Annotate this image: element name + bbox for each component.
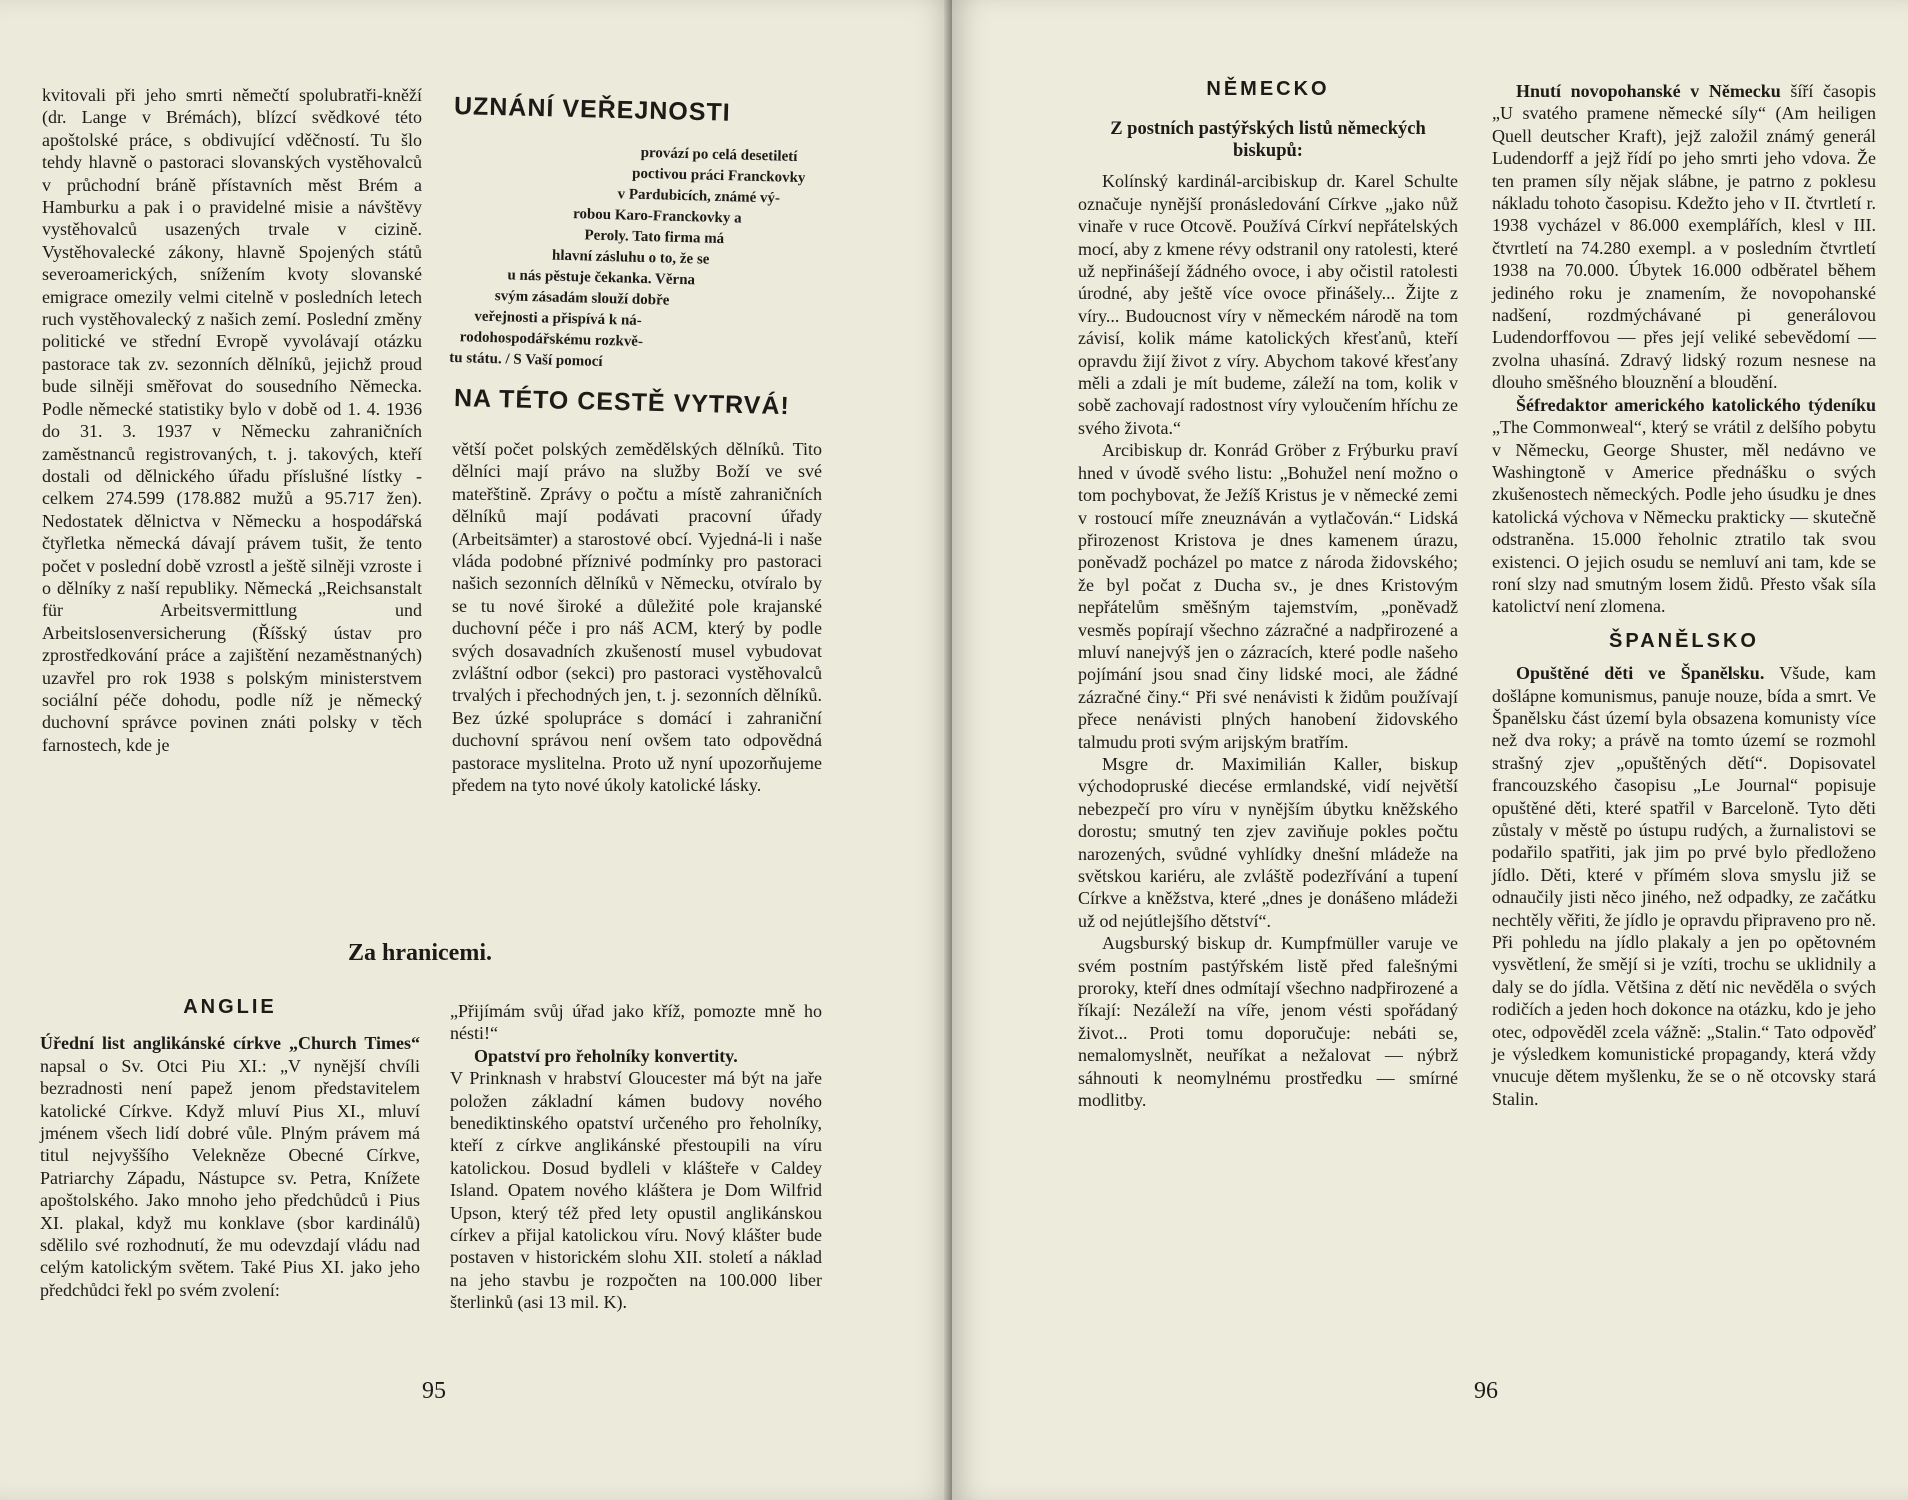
article-text: šíří časopis „U svatého pramene německé síly“ (Am heiligen Quell deutscher Kraft), jejž založil známý generál Ludendorff a jejž řídí po jeho smrti jeho vdova. Že ten pramen síly nějak slábne, je patrno z poklesu nákladu tohoto časopisu. Kdežto jeho v II. čtvrtletí r. 1938 vycházel v 86.000 exemplářích, klesl v III. čtvrtletí na 74.280 exempl. a v posledním čtvrtletí 1938 na 70.000. Úbytek 16.000 odběratel během jediného roku je znamením, že novopohanské nadšení, rozdmýchávané pi generálovou Ludendorffovou — přes její veliké sebevědomí — zvolna uhasíná. Zdravý lidský rozum nesnese na dlouho směšného blouznění a bloudění. bbox=[1492, 81, 1876, 393]
left-column-2 bbox=[452, 438, 822, 797]
ad-line: poctivou práci Franckovky bbox=[631, 165, 806, 187]
ad-line: veřejnosti a přispívá k ná- bbox=[474, 308, 642, 329]
section-heading-anglie: ANGLIE bbox=[183, 996, 277, 1018]
ad-title: UZNÁNÍ VEŘEJNOSTI bbox=[453, 92, 732, 127]
ad-tagline: NA TÉTO CESTĚ VYTRVÁ! bbox=[453, 384, 791, 421]
left-column-3 bbox=[40, 996, 420, 1301]
left-page bbox=[0, 0, 952, 1500]
article-paragraph: Arcibiskup dr. Konrád Gröber z Frýburku praví hned v úvodě svého listu: „Bohužel není možno o tom pochybovat, že Ježíš Kristus je v německé zemi v rostoucí míře zneuznáván a vytlačován.“ Lidská přirozenost Kristova je dnes kamenem úrazu, poněvadž pocházel po matce z národa židovského; že byl počat z Ducha sv., je dnes Kristovým nepřátelům směšným tajemstvím, „poněvadž vesměs popírají všechno zázračné a nadpřirozené a mluví nanejvýš jen o zázracích, které podle našeho pojímání jsou snad činy lidské moci, ale žádné zázračné činy.“ Při své nenávisti k židům používají přece nenávisti plných hanobení židovského talmudu proti svým arijským bratřím. bbox=[1078, 440, 1458, 752]
article-paragraph: Augsburský biskup dr. Kumpfmüller varuje ve svém postním pastýřském listě před falešnými proroky, kteří dnes odmítají všechno nadpřirozené a říkají: Nezáleží na víře, jenom vésti spořádaný život... Proti tomu doporučuje: nebáti se, nemalomyslnět, neuříkat a nežalovat — nýbrž sáhnouti k neomylnému prostředku — smírné modlitby. bbox=[1078, 933, 1458, 1111]
ad-line: robou Karo-Franckovky a bbox=[572, 206, 742, 227]
article-text: větší počet polských zemědělských dělníků. Tito dělníci mají právo na služby Boží ve své mateřštině. Zprávy o počtu a místě zahraničních dělníků mají podávati pracovní úřady (Arbeitsämter) a starostové obcí. Vyjedná-li i naše vláda podobné příznivé podmínky pro pastoraci našich sezonních dělníků v Německu, otvíralo by se tu nové široké a důležité pole krajanské duchovní péče i pro náš ACM, který by podle svých dosavadních zkušeností musel vybudovat zvláštní odbor (sekci) pro pastoraci vystěhovalců trvalých i přechodných jen, t. j. sezonních dělníků. Bez úzké spolupráce s domácí i zahraniční duchovní správou není ovšem tato odpovědná pastorace myslitelna. Proto už nyní upozorňujeme předem na tyto nové úkoly katolické lásky. bbox=[452, 439, 822, 796]
ad-line: u nás pěstuje čekanka. Věrna bbox=[507, 267, 696, 289]
subheading: Úřední list anglikánské církve „Church Times“ bbox=[40, 1033, 420, 1054]
paragraph-lead: Šéfredaktor amerického katolického týdeníku bbox=[1516, 394, 1876, 415]
article-text: kvitovali při jeho smrti němečtí spolubratři-kněží (dr. Lange v Brémách), blízcí svědkové této apoštolské práce, s obdivující vděčností. Tu šlo tehdy hlavně o pastoraci slovanských vystěhovalců v průchodní bráně přístavních měst Brém a Hamburku a pak i o pravidelné misie a návštěvy vystěhovalců usazených trvale v cizině. Vystěhovalecké zákony, hlavně Spojených států severoamerických, snížením kvoty slovanské emigrace omezily velmi citelně v posledních letech ruch vystěhovalecký z našich zemí. Poslední změny politické ve střední Evropě vyvolávají otázku pastorace tak zv. sezonních dělníků, jejichž proud bude silněji směřovat do sousedního Německa. Podle německé statistiky bylo v době od 1. 4. 1936 do 31. 3. 1937 v Německu zahraničních zaměstnanců registrovaných, t. j. takových, kteří dostali od dělnického úřadu příslušné lístky - celkem 274.599 (178.882 mužů a 95.717 žen). Nedostatek dělnictva v Německu a hospodářská čtyřletka německá dávají právem tušit, že tento počet v poslední době vzrostl a ještě silněji vzroste i o dělníky z naší republiky. Německá „Reichsanstalt für Arbeitsvermittlung und Arbeitslosenversicherung (Říšský ústav pro zprostředkování práce a zajištění nezaměstnaných) uzavřel pro rok 1938 s polským ministerstvem sociální péče dohodu, podle níž je německý duchovní správce povinen znáti polsky v těch farnostech, kde je bbox=[42, 85, 422, 755]
ad-line: Peroly. Tato firma má bbox=[584, 227, 725, 248]
ad-line: tu státu. / S Vaší pomocí bbox=[449, 349, 603, 370]
article-text: V Prinknash v hrabství Gloucester má být na jaře položen základní kámen budovy nového benediktinského opatství určeného pro řeholníky, kteří z církve anglikánské přestoupili na víru katolickou. Dosud bydleli v klášteře v Caldey Island. Opatem nového kláštera je Dom Wilfrid Upson, který též před lety opustil anglikánskou církev a přijal katolickou víru. Nový klášter bude postaven v historickém slohu XII. století a náklad na jeho stavbu je rozpočten na 100.000 liber šterlinků (asi 13 mil. K). bbox=[450, 1068, 822, 1313]
article-paragraph: Msgre dr. Maximilián Kaller, biskup východopruské diecése ermlandské, vidí největší nebezpečí pro víru v nynějším úbytku kněžského dorostu; smutný ten zjev zaviňuje pokles počtu narozených, svůdné vyhlídky dnešní mládeže na světskou kariéru, ale zvláště podezřívání a tupení Církve a kněžstva, které „dnes je donášeno mládeži už od nejútlejšího dětství“. bbox=[1078, 753, 1458, 931]
ad-line: rodohospodářskému rozkvě- bbox=[459, 329, 644, 350]
subheading: Z postních pastýřských listů německých biskupů: bbox=[1110, 119, 1426, 162]
section-title: Za hranicemi. bbox=[348, 940, 492, 966]
advertisement-body bbox=[449, 138, 895, 380]
section-heading-nemecko: NĚMECKO bbox=[1206, 78, 1330, 100]
page-number: 95 bbox=[422, 1378, 446, 1404]
quote-text: „Přijímám svůj úřad jako kříž, pomozte mně ho nésti!“ bbox=[450, 1001, 822, 1044]
section-heading-spanelsko: ŠPANĚLSKO bbox=[1609, 629, 1759, 652]
page-number: 96 bbox=[1474, 1378, 1498, 1404]
subheading: Opatství pro řeholníky konvertity. bbox=[474, 1045, 738, 1066]
right-column-2 bbox=[1492, 80, 1876, 1110]
left-column-1 bbox=[42, 84, 422, 756]
article-text: Všude, kam došlápne komunismus, panuje nouze, bída a smrt. Ve Španělsku část území byla obsazena komunisty více než dva roky; a právě na tomto území se rozmohl strašný zjev „opuštěných dětí“. Dopisovatel francouzského časopisu „Le Journal“ popisuje opuštěné děti, které spatřil v Barceloně. Tyto děti zůstaly v městě po ústupu rudých, a žurnalistovi se podařilo spatřiti, jak jim po prvé bylo předloženo jídlo. Děti, které v přímém slova smyslu již se odnaučily jisti něco jiného, než odpadky, ze začátku nechtěly věřiti, že jídlo je opravdu připraveno pro ně. Při pohledu na jídlo plakaly a jen po opětovném vysvětlení, že smějí si je vzíti, trochu se uklidnily a daly se do jídla. Většina z dětí nic nevěděla o svých rodičích a jeden hoch dokonce na otázku, kdo je jeho otec, odpověděl zcela vážně: „Stalin.“ Tato odpověď je výsledkem komunistické propagandy, která vždy vnucuje dětem myšlenku, že se o ně otcovsky stará Stalin. bbox=[1492, 663, 1877, 1109]
left-column-4 bbox=[450, 1000, 822, 1314]
ad-line: hlavní zásluhu o to, že se bbox=[551, 247, 710, 268]
article-text: napsal o Sv. Otci Piu XI.: „V nynější chvíli bezradnosti není papež jenom představitelem katolické Církve. Když mluví Pius XI., mluví jménem všech lidí dobré vůle. Plným právem má titul nejvyššího Velekněze Obecné Církve, Patriarchy Západu, Nástupce sv. Petra, Knížete apoštolského. Jako mnoho jeho předchůdců i Pius XI. plakal, když mu konklave (sbor kardinálů) sdělilo své rozhodnutí, že mu odevzdají vládu nad celým katolickým světem. Také Pius XI. jako jeho předchůdci řekl po svém zvolení: bbox=[40, 1055, 420, 1300]
ad-line: v Pardubicích, známé vý- bbox=[617, 186, 781, 207]
ad-line: provází po celá desetiletí bbox=[640, 144, 798, 165]
paragraph-lead: Hnutí novopohanské v Německu bbox=[1516, 81, 1781, 101]
article-paragraph: Kolínský kardinál-arcibiskup dr. Karel Schulte označuje nynější pronásledování Církve „jako nůž vinaře v ruce Otcově. Používá Církví nepřátelských mocí, aby z kmene révy odstranil ony ratolesti, které už nepřinášejí žádného ovoce, i aby očistil ratolesti úrodné, aby ještě více ovoce přinášely... Žijte z víry... Budoucnost víry v německém národě na tom závisí, kolik máme katolických křesťanů, kteří opravdu žijí život z víry. Abychom takové křesťany měli a zdali je mít budeme, záleží na tom, kolik v sobě zachovají radostnost víry vyloučením hříchu ze svého života.“ bbox=[1078, 171, 1458, 438]
right-column-1 bbox=[1078, 78, 1458, 1111]
ad-line: svým zásadám slouží dobře bbox=[494, 288, 670, 309]
right-page bbox=[952, 0, 1908, 1500]
article-text: „The Commonweal“, který se vrátil z delšího pobytu v Německu, George Shuster, měl nedávno ve Washingtoně v Americe přednášku o svých zkušenostech německých. Podle jeho úsudku je dnes katolická výchova v Německu prakticky — skutečně odstraněna. 15.000 řeholnic ztratilo tak svou existenci. O jejich osudu se nemluví ani tam, kde se roní slzy nad smutným losem židů. Přesto však síla katolictví není zlomena. bbox=[1492, 417, 1876, 617]
paragraph-lead: Opuštěné děti ve Španělsku. bbox=[1516, 663, 1765, 684]
